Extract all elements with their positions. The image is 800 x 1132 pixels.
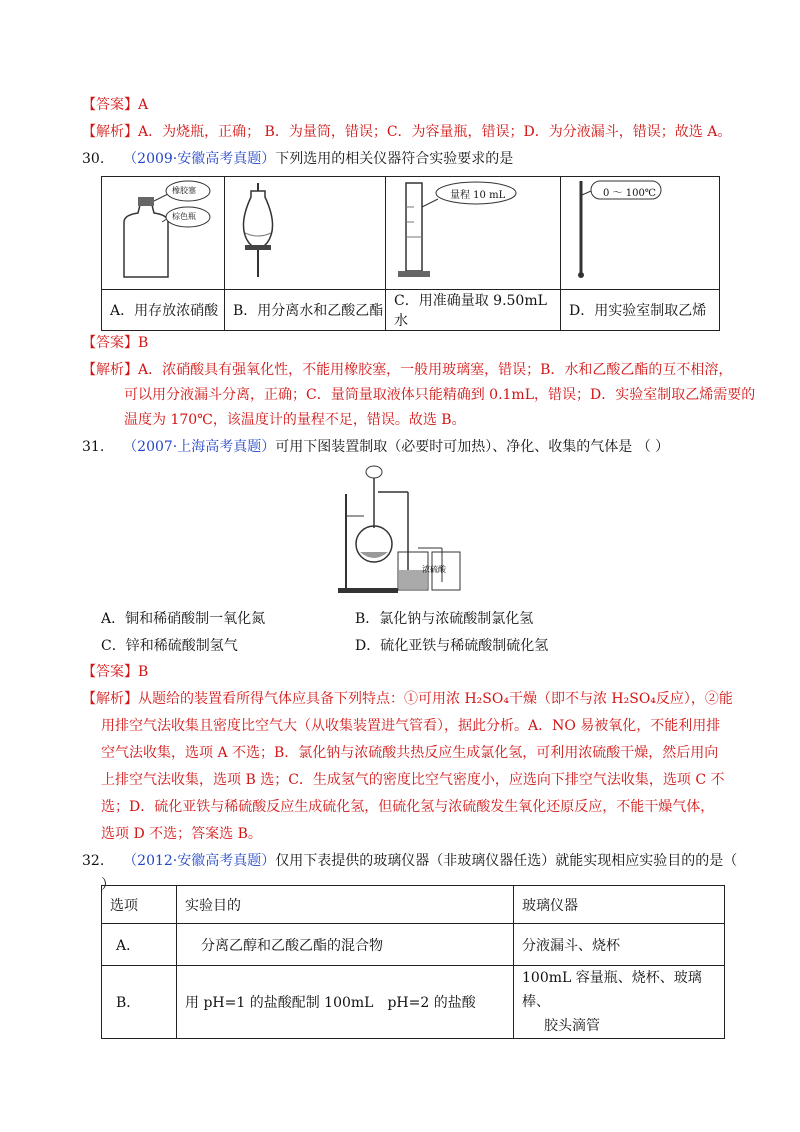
analysis-text: A．为烧瓶，正确； B．为量筒，错误；C．为容量瓶，错误；D．为分液漏斗，错误；故选 A。 (138, 124, 732, 140)
q31-analysis-line-1 (82, 690, 733, 708)
table-header: 选项 (102, 886, 177, 924)
q31-analysis-line-3: 空气法收集，选项 A 不选；B．氯化钠与浓硫酸共热反应生成氯化氢，可利用浓硫酸干燥，然后用向 (101, 745, 719, 761)
figure-c-cell (386, 177, 561, 290)
q31-option-c: C．锌和稀硫酸制氢气 (101, 638, 238, 654)
q31-stem (82, 438, 669, 456)
analysis-tag: 【解析】 (82, 124, 138, 140)
q30-stem (82, 150, 513, 168)
q30-answer (82, 334, 148, 352)
separatory-funnel-figure (225, 177, 385, 285)
question-number: 31. (82, 439, 105, 455)
table-header-row (102, 886, 725, 924)
table-row (102, 924, 725, 966)
range-label: 量程 10 mL (450, 190, 506, 201)
option-d-caption: D．用实验室制取乙烯 (561, 290, 720, 331)
analysis-line: 从题给的装置看所得气体应具备下列特点：①可用浓 H₂SO₄干燥（即不与浓 H₂SO₄反应），②能 (138, 691, 733, 707)
q30-analysis-line-3: 温度为 170℃，该温度计的量程不足，错误。故选 B。 (124, 412, 466, 428)
rubber-stopper-label: 橡胶塞 (172, 186, 196, 195)
q31-analysis-line-6: 选项 D 不选；答案选 B。 (101, 826, 262, 842)
analysis-line: A．浓硝酸具有强氧化性，不能用橡胶塞，一般用玻璃塞，错误；B．水和乙酸乙酯的互不相溶， (138, 362, 733, 378)
answer-value: A (138, 97, 149, 113)
option-c-caption: C．用准确量取 9.50mL 水 (386, 290, 561, 331)
answer-value: B (138, 335, 149, 351)
q32-stem (82, 852, 737, 870)
q31-analysis-line-4: 上排空气法收集，选项 B 选；C．生成氢气的密度比空气密度小，应选向下排空气法收集，选项 C 不 (101, 772, 725, 788)
row-glassware: 分液漏斗、烧杯 (514, 924, 725, 966)
q29-answer (82, 96, 148, 114)
q30-figure-table (101, 176, 720, 331)
q31-option-a: A．铜和稀硝酸制一氧化氮 (101, 611, 266, 627)
question-text: 仅用下表提供的玻璃仪器（非玻璃仪器任选）就能实现相应实验目的的是（ (275, 853, 738, 869)
row-purpose: 分离乙醇和乙酸乙酯的混合物 (177, 924, 514, 966)
q30-analysis-line-1 (82, 361, 732, 379)
question-text: 下列选用的相关仪器符合实验要求的是 (275, 151, 514, 167)
question-source: （2012·安徽高考真题） (123, 853, 276, 869)
figure-b-cell (225, 177, 386, 290)
brown-bottle-label: 棕色瓶 (172, 212, 196, 221)
question-text: 可用下图装置制取（必要时可加热）、净化、收集的气体是 （ ） (275, 439, 670, 455)
row-glassware (514, 966, 725, 1039)
row-purpose: 用 pH=1 的盐酸配制 100mL pH=2 的盐酸 (177, 966, 514, 1039)
table-row (102, 966, 725, 1039)
q31-answer (82, 663, 148, 681)
q30-analysis-line-2: 可以用分液漏斗分离，正确；C．量筒量取液体只能精确到 0.1mL，错误；D．实验室制取乙烯需要的 (124, 387, 756, 403)
question-number: 30. (82, 151, 105, 167)
answer-tag: 【答案】 (82, 335, 138, 351)
option-b-caption: B．用分离水和乙酸乙酯 (225, 290, 386, 331)
row-option: A． (102, 924, 177, 966)
answer-tag: 【答案】 (82, 97, 138, 113)
glassware-line-2: 胶头滴管 (544, 1018, 600, 1034)
table-header: 实验目的 (177, 886, 514, 924)
q31-analysis-line-2: 用排空气法收集且密度比空气大（从收集装置进气管看），据此分析。A．NO 易被氧化，不能利用排 (101, 718, 721, 734)
q32-stem-continued: ） (101, 877, 115, 893)
glassware-line-1: 100mL 容量瓶、烧杯、玻璃棒、 (522, 970, 702, 1010)
answer-value: B (138, 664, 149, 680)
reagent-bottle-figure (102, 177, 224, 285)
question-number: 32. (82, 853, 105, 869)
figure-d-cell (561, 177, 720, 290)
temperature-range-label: 0 ～ 100℃ (603, 188, 656, 199)
option-a-caption: A．用存放浓硝酸 (102, 290, 225, 331)
q31-option-d: D．硫化亚铁与稀硫酸制硫化氢 (355, 638, 549, 654)
answer-tag: 【答案】 (82, 664, 138, 680)
q32-table (101, 885, 725, 1039)
analysis-tag: 【解析】 (82, 362, 138, 378)
question-source: （2007·上海高考真题） (123, 439, 276, 455)
conc-sulfuric-label: 浓硫酸 (422, 565, 446, 574)
figure-a-cell (102, 177, 225, 290)
row-option: B． (102, 966, 177, 1039)
gas-apparatus-figure (336, 464, 476, 596)
table-header: 玻璃仪器 (514, 886, 725, 924)
q31-analysis-line-5: 选；D．硫化亚铁与稀硫酸反应生成硫化氢，但硫化氢与浓硫酸发生氧化还原反应，不能干燥气体， (101, 799, 715, 815)
analysis-tag: 【解析】 (82, 691, 138, 707)
question-source: （2009·安徽高考真题） (123, 151, 276, 167)
q29-analysis (82, 123, 731, 141)
q31-option-b: B．氯化钠与浓硫酸制氯化氢 (355, 611, 534, 627)
